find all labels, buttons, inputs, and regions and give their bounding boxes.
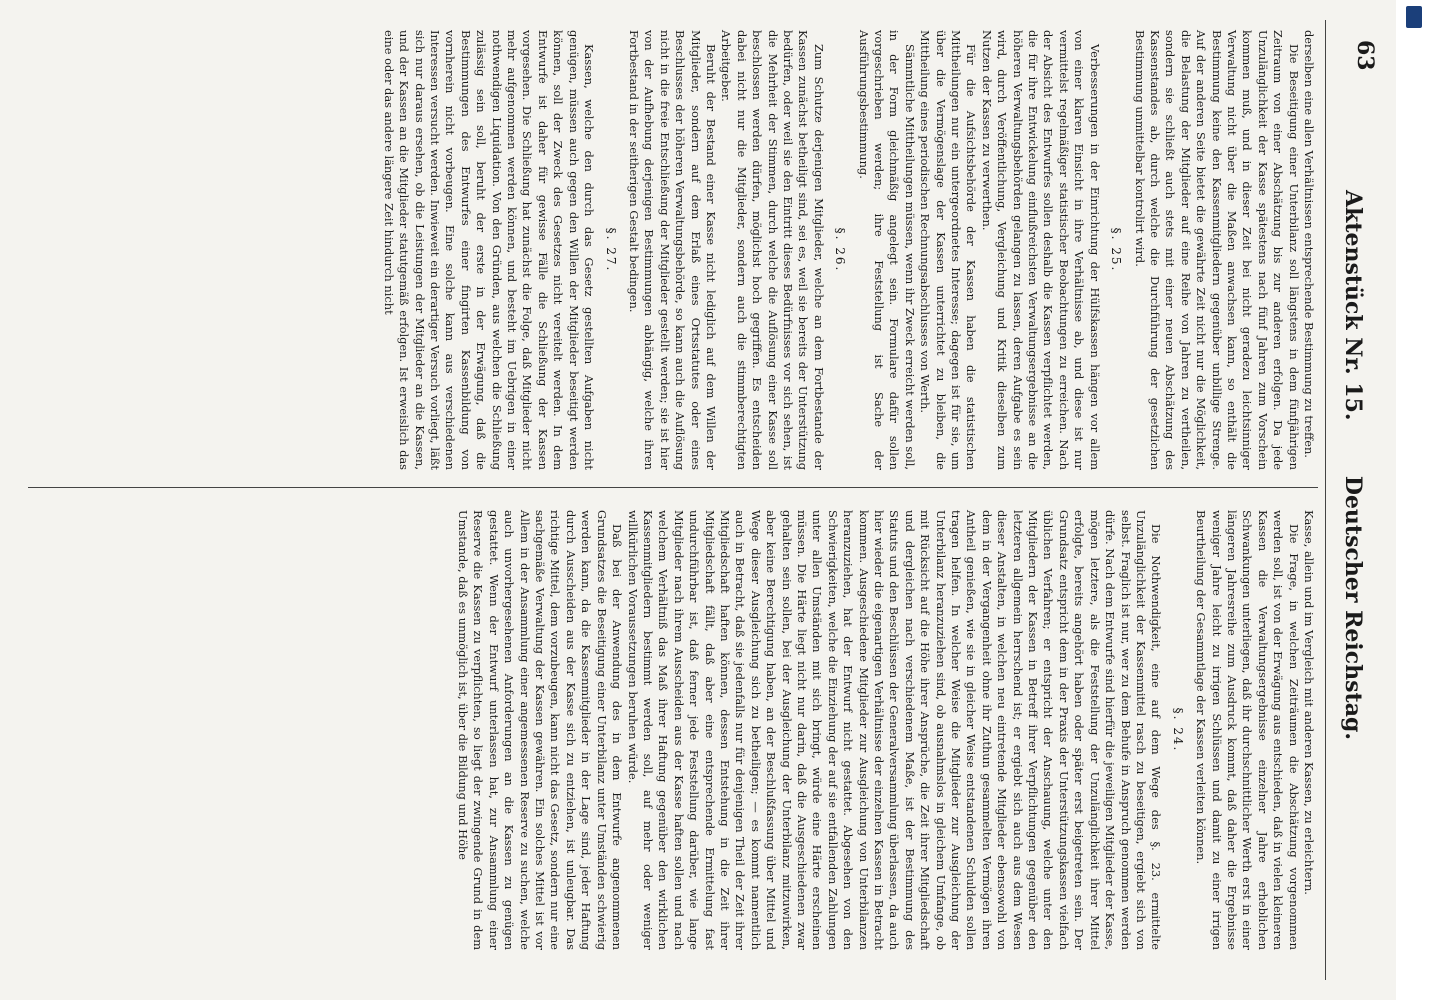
paragraph: Die Beseitigung einer Unterbilanz soll längstens in dem fünfjährigen Zeitraum von einer Abschätzung bis zur anderen erfolgen. Da jede Unzulänglichkeit der Kasse spätestens nach fünf Jahren zum Vorschein kommen muß, und in dieser Zeit bei nicht geradezu leichtsinniger Verwaltung nicht über die Maßen anwachsen kann, so enthält die Bestimmung keine den Kassenmitgliedern gegenüber unbillige Strenge. Auf der anderen Seite bietet die gewährte Zeit nicht nur die Möglichkeit, die Belastung der Mitglieder auf eine Reihe von Jahren zu vertheilen, sondern sie schließt auch stets mit einer neuen Abschätzung des Kassenstandes ab, durch welche die Durchführung der gesetzlichen Bestimmung unmittelbar kontrolirt wird.: [1132, 30, 1301, 470]
paragraph: Für die Aufsichtsbehörde der Kassen haben die statistischen Mittheilungen nur ein untergeordnetes Interesse; dagegen ist für sie, um über die Vermögenslage der Kassen unterrichtet zu bleiben, die Mittheilung eines periodischen Rechnungsabschlusses von Werth.: [918, 30, 979, 470]
section-heading-26: §. 26.: [833, 227, 848, 273]
paragraph: derselben eine allen Verhältnissen entsprechende Bestimmung zu treffen.: [1302, 30, 1316, 458]
page-number: 63: [1352, 40, 1378, 71]
dfg-logo-icon: [1406, 6, 1422, 28]
running-header: [1326, 0, 1386, 1000]
paragraph: Die Frage, in welchen Zeiträumen die Abschätzung vorgenommen werden soll, ist von der Erwägung aus entschieden, daß in vielen kleineren Kassen die Verwaltungsergebnisse einzelner Jahre erheblichen Schwankungen unterliegen, daß ihr durchschnittlicher Werth erst in einer längeren Jahresreihe zum Ausdruck kommt, daß daher die Ergebnisse weniger Jahre leicht zu irrigen Schlüssen und damit zu einer irrigen Beurtheilung der Gesammtlage der Kassen verleiten können.: [1194, 510, 1301, 950]
section-heading-24: §. 24.: [1170, 707, 1185, 753]
paragraph: Verbesserungen in der Einrichtung der Hülfskassen hängen vor allem von einer klaren Einsicht in ihre Verhältnisse ab, und diese ist nur vermittelst regelmäßiger statistischer Beobachtungen zu erreichen. Nach der Absicht des Entwurfes sollen deshalb die Kassen verpflichtet werden, die für ihre Entwickelung einflußreichsten Verwaltungsergebnisse an die höheren Verwaltungsbehörden gelangen zu lassen, deren Aufgabe es sein wird, durch Veröffentlichung, Vergleichung und Kritik dieselben zum Nutzen der Kassen zu verwerthen.: [979, 30, 1102, 470]
paragraph: Daß bei der Anwendung des in dem Entwurfe angenommenen Grundsatzes die Beseitigung einer Unterbilanz unter Umständen schwierig werden kann, da die Kassenmitglieder in der Lage sind, jeder Haftung durch Ausscheiden aus der Kasse sich zu entziehen, ist unleugbar. Das richtige Mittel, dem vorzubeugen, kann nicht das Gesetz, sondern nur eine sachgemäße Verwaltung der Kassen gewähren. Ein solches Mittel ist vor Allem in der Ansammlung einer angemessenen Reserve zu suchen, welche auch unvorhergesehenen Anforderungen an die Kassen zu genügen gestattet. Wenn der Entwurf unterlassen hat, zur Ansammlung einer Reserve die Kassen zu verpflichten, so liegt der zwingende Grund in dem Umstande, daß es unmöglich ist, über die Bildung und Höhe: [456, 510, 625, 950]
running-title-right: Aktenstück Nr. 15.: [1340, 190, 1366, 421]
left-text-column: [455, 510, 1316, 950]
paragraph: Kassen, welche den durch das Gesetz gestellten Aufgaben nicht genügen, müssen auch gegen den Willen der Mitglieder beseitigt werden können, soll der Zweck des Gesetzes nicht vereitelt werden. In dem Entwurfe ist daher für gewisse Fälle die Schließung der Kassen vorgesehen. Die Schließung hat zunächst die Folge, daß Mitglieder nicht mehr aufgenommen werden können, und besteht im Uebrigen in einer nothwendigen Liquidation. Von den Gründen, aus welchen die Schließung zulässig sein soll, beruht der erste in der Erwägung, daß die Bestimmungen des Entwurfes einer fingirten Kassenbildung von vornherein nicht vorbeugen. Eine solche kann aus verschiedenen Interessen versucht werden. Inwieweit ein derartiger Versuch vorliegt, läßt sich nur daraus ersehen, ob die Leistungen der Mitglieder an die Kassen, und der Kassen an die Mitglieder statutgemäß erfolgen. Ist erweislich das eine oder das andere längere Zeit hindurch nicht: [381, 30, 597, 470]
header-rule: [1325, 20, 1326, 980]
watermark-strip: [1396, 0, 1432, 1000]
right-text-column: [380, 30, 1316, 470]
section-heading-27: §. 27.: [603, 227, 618, 273]
paragraph: Die Nothwendigkeit, eine auf dem Wege des §. 23. ermittelte Unzulänglichkeit der Kassenmittel rasch zu beseitigen, ergiebt sich von selbst. Fraglich ist nur, wer zu dem Behufe in Anspruch genommen werden dürfe. Nach dem Entwurfe sind hierfür die jeweiligen Mitglieder der Kasse, mögen letztere, als die Feststellung der Unzulänglichkeit ihrer Mittel erfolgte, bereits angehört haben oder später erst beigetreten sein. Der Grundsatz entspricht dem in der Praxis der Unterstützungskassen vielfach üblichen Verfahren; er entspricht der Anschauung, welche unter den Mitgliedern der Kassen in Betreff ihrer Verpflichtungen gegenüber den letzteren allgemein herrschend ist; er ergiebt sich auch aus dem Wesen dieser Anstalten, in welchen neu eintretende Mitglieder ebensowohl von dem in der Vergangenheit ohne ihr Zuthun gesammelten Vermögen ihren Antheil genießen, wie sie in gleicher Weise entstandenen Schulden sollen tragen helfen. In welcher Weise die Mitglieder zur Ausgleichung der Unterbilanz heranzuziehen sind, ob ausnahmslos in gleichem Umfange, ob mit Rücksicht auf die Höhe ihrer Ansprüche, die Zeit ihrer Mitgliedschaft und dergleichen nach verschiedenem Maße, ist der Bestimmung des Statuts und den Beschlüssen der Generalversammlung überlassen, da auch hier wieder die eigenartigen Verhältnisse der einzelnen Kassen in Betracht kommen. Ausgeschiedene Mitglieder zur Ausgleichung von Unterbilanzen heranzuziehen, hat der Entwurf nicht gestattet. Abgesehen von den Schwierigkeiten, welche die Einziehung der auf sie entfallenden Zahlungen unter allen Umständen mit sich bringt, würde eine Härte erscheinen müssen. Die Härte liegt nicht nur darin, daß die Ausgeschiedenen zwar gehalten sein sollen, bei der Ausgleichung der Unterbilanz mitzuwirken, aber keine Berechtigung haben, an der Beschlußfassung über Mittel und Wege dieser Ausgleichung sich zu betheiligen; — es kommt namentlich auch in Betracht, daß sie jedenfalls nur für denjenigen Theil der Zeit ihrer Mitgliedschaft haften können, dessen Entstehung in die Zeit ihrer Mitgliedschaft fällt, daß aber eine entsprechende Ermittelung fast undurchführbar ist, daß ferner jede Feststellung darüber, wie lange Mitglieder nach ihrem Ausscheiden aus der Kasse haften sollen und nach welchem Verhältniß das Maß ihrer Haftung gegenüber den wirklichen Kassenmitgliedern bestimmt werden soll, auf mehr oder weniger willkürlichen Voraussetzungen beruhen würde.: [625, 510, 1164, 950]
column-rule: [28, 487, 1318, 488]
running-title-left: Deutscher Reichstag.: [1340, 475, 1366, 740]
paragraph: Sämmtliche Mittheilungen müssen, wenn ihr Zweck erreicht werden soll, in der Form gleichmäßig angelegt sein. Formulare dafür sollen vorgeschrieben werden; ihre Feststellung ist Sache der Ausführungsbestimmung.: [856, 30, 917, 470]
paragraph: Kasse, allein und im Vergleich mit anderen Kassen, zu erleichtern.: [1302, 510, 1316, 895]
paragraph: Beruht der Bestand einer Kasse nicht lediglich auf dem Willen der Mitglieder, sondern auf dem Erlaß eines Ortsstatutes oder eines Beschlusses der höheren Verwaltungsbehörde, so kann auch die Auflösung nicht in die freie Entschließung der Mitglieder gestellt werden; sie ist hier von der Aufhebung derjenigen Bestimmungen abhängig, welche ihren Fortbestand in der seitherigen Gestalt bedingen.: [626, 30, 718, 470]
paragraph: Zum Schutze derjenigen Mitglieder, welche an dem Fortbestande der Kassen zunächst betheiligt sind, sei es, weil sie bereits der Unterstützung bedürfen, oder weil sie den Eintritt dieses Bedürfnisses vor sich sehen, ist die Mehrheit der Stimmen, durch welche die Auflösung einer Kasse soll beschlossen werden dürfen, möglichst hoch gegriffen. Es entscheiden dabei nicht nur die Mitglieder, sondern auch die stimmberechtigten Arbeitgeber.: [719, 30, 826, 470]
section-heading-25: §. 25.: [1109, 227, 1124, 273]
